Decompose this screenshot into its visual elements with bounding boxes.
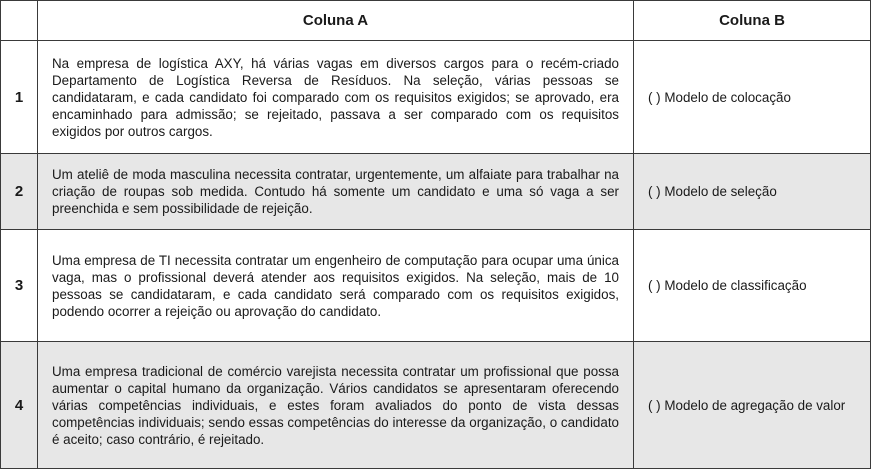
table-row — [1, 41, 871, 154]
row-description: Uma empresa de TI necessita contratar um engenheiro de computação para ocupar uma única vaga, mas o profissional deverá atender aos requisitos exigidos. Na seleção, mais de 10 pessoas se candidataram, e cada candidato será comparado com os requisitos exigidos, podendo ocorrer a rejeição ou aprovação do candidato. — [38, 230, 634, 342]
table-row — [1, 230, 871, 342]
row-option: ( ) Modelo de agregação de valor — [634, 342, 871, 469]
header-number-cell — [1, 1, 38, 41]
row-number: 4 — [1, 342, 38, 469]
row-option: ( ) Modelo de seleção — [634, 154, 871, 230]
row-number: 2 — [1, 154, 38, 230]
row-description: Na empresa de logística AXY, há várias vagas em diversos cargos para o recém-criado Departamento de Logística Reversa de Resíduos. Na seleção, várias pessoas se candidataram, e cada candidato foi comparado com os requisitos exigidos; se aprovado, era encaminhado para admissão; se rejeitado, passava a ser comparado com os requisitos exigidos por outros cargos. — [38, 41, 634, 154]
header-row — [1, 1, 871, 41]
row-option: ( ) Modelo de colocação — [634, 41, 871, 154]
row-description: Um ateliê de moda masculina necessita contratar, urgentemente, um alfaiate para trabalhar na criação de roupas sob medida. Contudo há somente um candidato e uma só vaga a ser preenchida e sem possibilidade de rejeição. — [38, 154, 634, 230]
header-col-a: Coluna A — [38, 1, 634, 41]
row-option: ( ) Modelo de classificação — [634, 230, 871, 342]
row-number: 3 — [1, 230, 38, 342]
row-number: 1 — [1, 41, 38, 154]
table-row — [1, 342, 871, 469]
row-description: Uma empresa tradicional de comércio varejista necessita contratar um profissional que possa aumentar o capital humano da organização. Vários candidatos se apresentaram oferecendo várias competências individuais, e estes foram avaliados do ponto de vista dessas competências individuais; sendo essas competências do interesse da organização, o candidato é aceito; caso contrário, é rejeitado. — [38, 342, 634, 469]
table-row — [1, 154, 871, 230]
header-col-b: Coluna B — [634, 1, 871, 41]
